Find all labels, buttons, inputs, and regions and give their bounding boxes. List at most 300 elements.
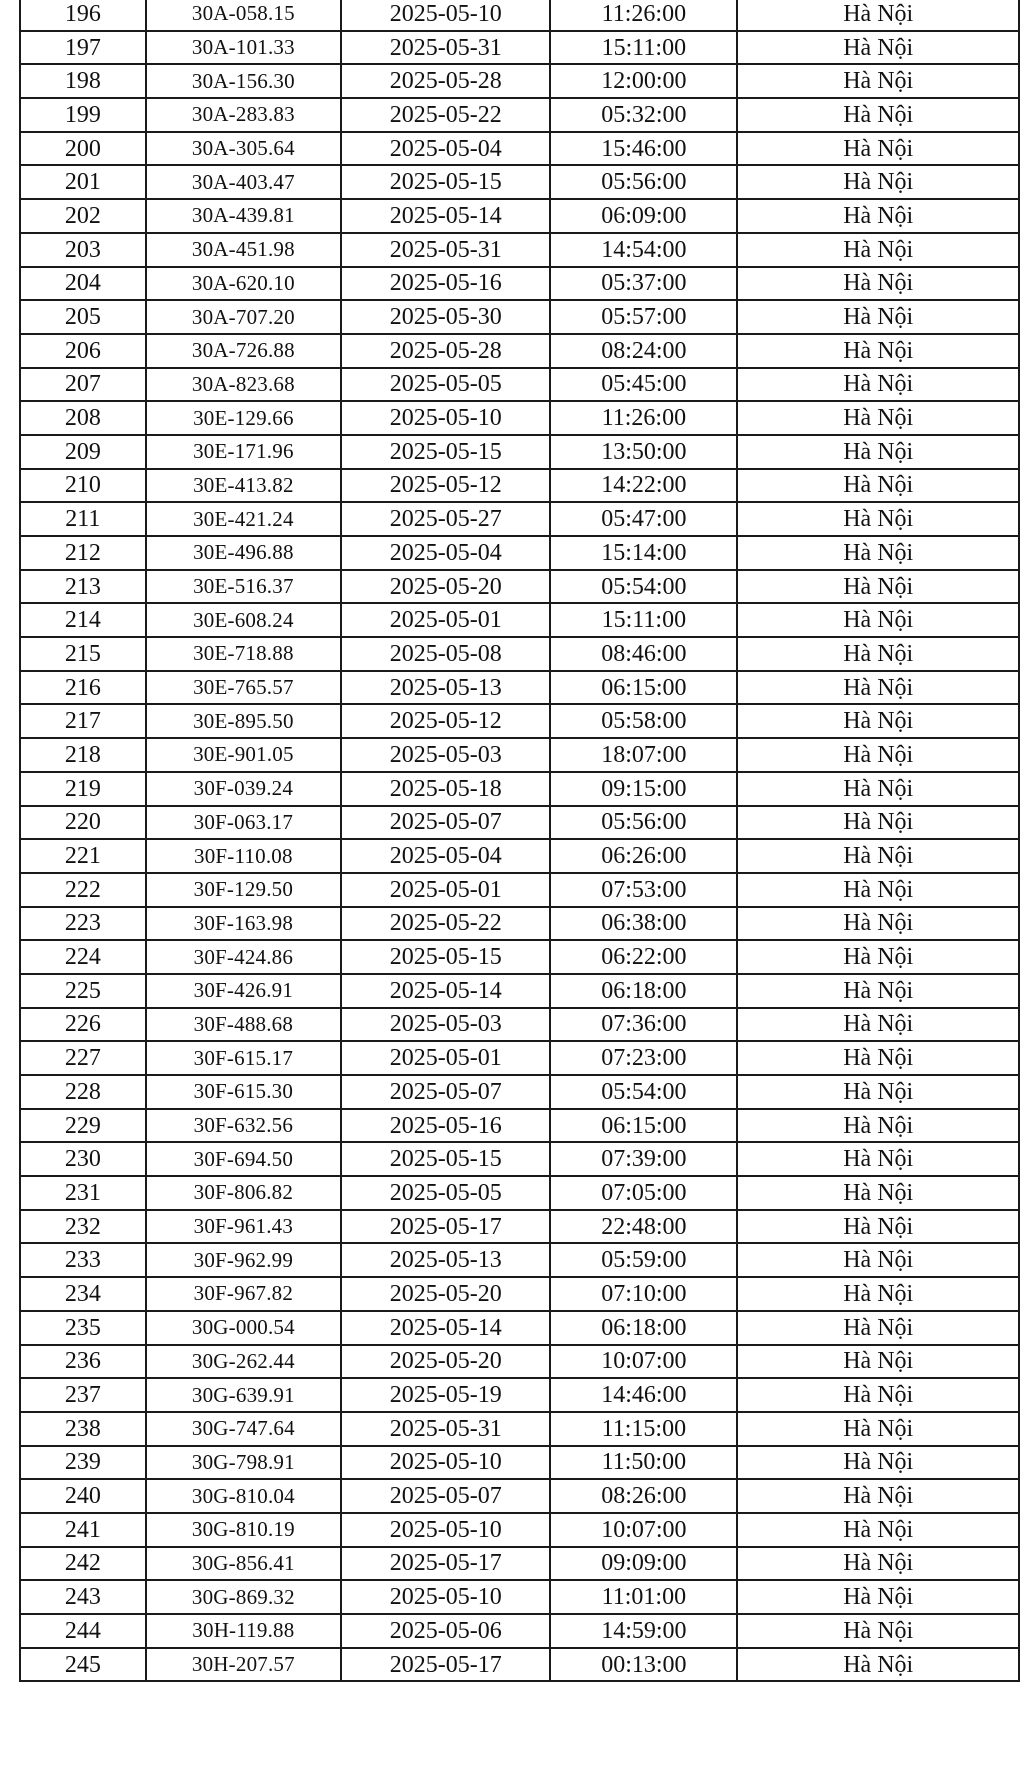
time-cell: 05:32:00 [550,98,737,132]
license-plate-cell: 30A-283.83 [146,98,341,132]
unit-cell: Hà Nội [737,806,1019,840]
time-cell: 15:14:00 [550,536,737,570]
date-cell: 2025-05-28 [341,334,550,368]
license-plate-cell: 30A-620.10 [146,267,341,301]
time-cell: 11:50:00 [550,1446,737,1480]
time-cell: 11:26:00 [550,401,737,435]
time-cell: 06:15:00 [550,1109,737,1143]
date-cell: 2025-05-01 [341,1041,550,1075]
unit-cell: Hà Nội [737,536,1019,570]
unit-cell: Hà Nội [737,1614,1019,1648]
time-cell: 15:46:00 [550,132,737,166]
row-number-cell: 244 [20,1614,146,1648]
row-number-cell: 197 [20,31,146,65]
date-cell: 2025-05-07 [341,1075,550,1109]
unit-cell: Hà Nội [737,603,1019,637]
row-number-cell: 200 [20,132,146,166]
table-row [20,570,1019,604]
time-cell: 06:15:00 [550,671,737,705]
date-cell: 2025-05-17 [341,1210,550,1244]
unit-cell: Hà Nội [737,1648,1019,1682]
time-cell: 05:58:00 [550,704,737,738]
license-plate-cell: 30G-810.19 [146,1513,341,1547]
row-number-cell: 228 [20,1075,146,1109]
table-row [20,1075,1019,1109]
time-cell: 12:00:00 [550,64,737,98]
license-plate-cell: 30F-424.86 [146,940,341,974]
license-plate-cell: 30A-726.88 [146,334,341,368]
table-row [20,31,1019,65]
license-plate-cell: 30E-516.37 [146,570,341,604]
time-cell: 10:07:00 [550,1513,737,1547]
time-cell: 05:45:00 [550,368,737,402]
table-row [20,637,1019,671]
time-cell: 05:56:00 [550,165,737,199]
license-plate-cell: 30F-163.98 [146,907,341,941]
date-cell: 2025-05-04 [341,839,550,873]
unit-cell: Hà Nội [737,502,1019,536]
time-cell: 00:13:00 [550,1648,737,1682]
unit-cell: Hà Nội [737,1243,1019,1277]
row-number-cell: 208 [20,401,146,435]
table-body [20,0,1019,1681]
unit-cell: Hà Nội [737,1412,1019,1446]
time-cell: 14:54:00 [550,233,737,267]
row-number-cell: 210 [20,469,146,503]
unit-cell: Hà Nội [737,334,1019,368]
license-plate-cell: 30F-039.24 [146,772,341,806]
table-row [20,1008,1019,1042]
unit-cell: Hà Nội [737,31,1019,65]
date-cell: 2025-05-15 [341,165,550,199]
table-row [20,1513,1019,1547]
row-number-cell: 229 [20,1109,146,1143]
time-cell: 06:18:00 [550,1311,737,1345]
license-plate-cell: 30G-798.91 [146,1446,341,1480]
table-row [20,401,1019,435]
row-number-cell: 219 [20,772,146,806]
time-cell: 06:09:00 [550,199,737,233]
time-cell: 08:46:00 [550,637,737,671]
date-cell: 2025-05-16 [341,1109,550,1143]
time-cell: 05:59:00 [550,1243,737,1277]
date-cell: 2025-05-22 [341,907,550,941]
time-cell: 06:22:00 [550,940,737,974]
row-number-cell: 217 [20,704,146,738]
row-number-cell: 215 [20,637,146,671]
row-number-cell: 218 [20,738,146,772]
license-plate-cell: 30G-869.32 [146,1580,341,1614]
table-row [20,536,1019,570]
license-plate-cell: 30F-110.08 [146,839,341,873]
row-number-cell: 202 [20,199,146,233]
unit-cell: Hà Nội [737,1008,1019,1042]
license-plate-cell: 30A-823.68 [146,368,341,402]
table-row [20,199,1019,233]
license-plate-cell: 30A-156.30 [146,64,341,98]
row-number-cell: 203 [20,233,146,267]
table-row [20,839,1019,873]
row-number-cell: 205 [20,300,146,334]
unit-cell: Hà Nội [737,1479,1019,1513]
table-row [20,1446,1019,1480]
unit-cell: Hà Nội [737,873,1019,907]
unit-cell: Hà Nội [737,704,1019,738]
date-cell: 2025-05-20 [341,1277,550,1311]
license-plate-cell: 30E-901.05 [146,738,341,772]
time-cell: 06:18:00 [550,974,737,1008]
row-number-cell: 233 [20,1243,146,1277]
row-number-cell: 206 [20,334,146,368]
table-row [20,671,1019,705]
table-row [20,1648,1019,1682]
table-row [20,233,1019,267]
date-cell: 2025-05-15 [341,940,550,974]
table-row [20,1176,1019,1210]
unit-cell: Hà Nội [737,738,1019,772]
date-cell: 2025-05-03 [341,738,550,772]
date-cell: 2025-05-27 [341,502,550,536]
unit-cell: Hà Nội [737,233,1019,267]
license-plate-cell: 30F-806.82 [146,1176,341,1210]
unit-cell: Hà Nội [737,0,1019,31]
row-number-cell: 223 [20,907,146,941]
license-plate-cell: 30G-000.54 [146,1311,341,1345]
row-number-cell: 213 [20,570,146,604]
unit-cell: Hà Nội [737,1075,1019,1109]
table-row [20,165,1019,199]
date-cell: 2025-05-20 [341,570,550,604]
time-cell: 10:07:00 [550,1345,737,1379]
license-plate-cell: 30E-765.57 [146,671,341,705]
license-plate-cell: 30F-426.91 [146,974,341,1008]
license-plate-cell: 30A-101.33 [146,31,341,65]
date-cell: 2025-05-31 [341,233,550,267]
table-row [20,435,1019,469]
unit-cell: Hà Nội [737,772,1019,806]
time-cell: 07:39:00 [550,1142,737,1176]
table-row [20,469,1019,503]
row-number-cell: 199 [20,98,146,132]
date-cell: 2025-05-07 [341,1479,550,1513]
time-cell: 18:07:00 [550,738,737,772]
table-row [20,1378,1019,1412]
date-cell: 2025-05-01 [341,603,550,637]
table-row [20,1243,1019,1277]
license-plate-cell: 30A-305.64 [146,132,341,166]
date-cell: 2025-05-17 [341,1648,550,1682]
time-cell: 06:26:00 [550,839,737,873]
unit-cell: Hà Nội [737,368,1019,402]
license-plate-cell: 30A-451.98 [146,233,341,267]
date-cell: 2025-05-19 [341,1378,550,1412]
time-cell: 15:11:00 [550,603,737,637]
license-plate-cell: 30E-413.82 [146,469,341,503]
date-cell: 2025-05-08 [341,637,550,671]
license-plate-cell: 30F-488.68 [146,1008,341,1042]
unit-cell: Hà Nội [737,469,1019,503]
time-cell: 07:53:00 [550,873,737,907]
date-cell: 2025-05-04 [341,536,550,570]
license-plate-cell: 30E-496.88 [146,536,341,570]
time-cell: 07:23:00 [550,1041,737,1075]
license-plate-cell: 30G-810.04 [146,1479,341,1513]
time-cell: 09:15:00 [550,772,737,806]
date-cell: 2025-05-14 [341,1311,550,1345]
unit-cell: Hà Nội [737,1210,1019,1244]
row-number-cell: 220 [20,806,146,840]
license-plate-cell: 30E-129.66 [146,401,341,435]
row-number-cell: 209 [20,435,146,469]
time-cell: 05:57:00 [550,300,737,334]
row-number-cell: 216 [20,671,146,705]
row-number-cell: 230 [20,1142,146,1176]
table-row [20,334,1019,368]
license-plate-cell: 30G-747.64 [146,1412,341,1446]
row-number-cell: 221 [20,839,146,873]
row-number-cell: 239 [20,1446,146,1480]
unit-cell: Hà Nội [737,940,1019,974]
time-cell: 22:48:00 [550,1210,737,1244]
time-cell: 05:56:00 [550,806,737,840]
row-number-cell: 204 [20,267,146,301]
row-number-cell: 231 [20,1176,146,1210]
time-cell: 05:54:00 [550,1075,737,1109]
license-plate-cell: 30F-615.30 [146,1075,341,1109]
row-number-cell: 235 [20,1311,146,1345]
date-cell: 2025-05-17 [341,1547,550,1581]
table-row [20,1277,1019,1311]
table-row [20,1345,1019,1379]
row-number-cell: 196 [20,0,146,31]
license-plate-cell: 30G-856.41 [146,1547,341,1581]
row-number-cell: 237 [20,1378,146,1412]
time-cell: 15:11:00 [550,31,737,65]
time-cell: 07:10:00 [550,1277,737,1311]
row-number-cell: 211 [20,502,146,536]
date-cell: 2025-05-05 [341,368,550,402]
table-row [20,940,1019,974]
time-cell: 05:54:00 [550,570,737,604]
license-plate-cell: 30H-207.57 [146,1648,341,1682]
row-number-cell: 240 [20,1479,146,1513]
row-number-cell: 243 [20,1580,146,1614]
row-number-cell: 198 [20,64,146,98]
date-cell: 2025-05-10 [341,1513,550,1547]
date-cell: 2025-05-28 [341,64,550,98]
unit-cell: Hà Nội [737,1547,1019,1581]
table-row [20,502,1019,536]
license-plate-cell: 30A-058.15 [146,0,341,31]
table-row [20,873,1019,907]
date-cell: 2025-05-06 [341,1614,550,1648]
date-cell: 2025-05-10 [341,1580,550,1614]
license-plate-cell: 30E-171.96 [146,435,341,469]
date-cell: 2025-05-14 [341,199,550,233]
license-plate-cell: 30A-439.81 [146,199,341,233]
time-cell: 11:26:00 [550,0,737,31]
date-cell: 2025-05-31 [341,31,550,65]
unit-cell: Hà Nội [737,637,1019,671]
date-cell: 2025-05-07 [341,806,550,840]
unit-cell: Hà Nội [737,1109,1019,1143]
license-plate-cell: 30F-632.56 [146,1109,341,1143]
date-cell: 2025-05-03 [341,1008,550,1042]
unit-cell: Hà Nội [737,974,1019,1008]
time-cell: 14:46:00 [550,1378,737,1412]
unit-cell: Hà Nội [737,1041,1019,1075]
date-cell: 2025-05-15 [341,435,550,469]
row-number-cell: 245 [20,1648,146,1682]
license-plate-cell: 30A-403.47 [146,165,341,199]
date-cell: 2025-05-30 [341,300,550,334]
table-row [20,1479,1019,1513]
table-row [20,368,1019,402]
table-row [20,704,1019,738]
license-plate-cell: 30E-421.24 [146,502,341,536]
unit-cell: Hà Nội [737,64,1019,98]
violation-records-table [19,0,1020,1682]
unit-cell: Hà Nội [737,570,1019,604]
unit-cell: Hà Nội [737,300,1019,334]
date-cell: 2025-05-12 [341,469,550,503]
unit-cell: Hà Nội [737,839,1019,873]
date-cell: 2025-05-05 [341,1176,550,1210]
date-cell: 2025-05-10 [341,401,550,435]
license-plate-cell: 30F-962.99 [146,1243,341,1277]
unit-cell: Hà Nội [737,671,1019,705]
row-number-cell: 224 [20,940,146,974]
license-plate-cell: 30H-119.88 [146,1614,341,1648]
table-row [20,0,1019,31]
row-number-cell: 234 [20,1277,146,1311]
license-plate-cell: 30F-961.43 [146,1210,341,1244]
time-cell: 09:09:00 [550,1547,737,1581]
date-cell: 2025-05-22 [341,98,550,132]
table-row [20,974,1019,1008]
unit-cell: Hà Nội [737,132,1019,166]
date-cell: 2025-05-18 [341,772,550,806]
date-cell: 2025-05-01 [341,873,550,907]
unit-cell: Hà Nội [737,435,1019,469]
time-cell: 08:24:00 [550,334,737,368]
row-number-cell: 227 [20,1041,146,1075]
row-number-cell: 222 [20,873,146,907]
table-row [20,806,1019,840]
table-row [20,603,1019,637]
license-plate-cell: 30F-615.17 [146,1041,341,1075]
time-cell: 05:47:00 [550,502,737,536]
unit-cell: Hà Nội [737,907,1019,941]
date-cell: 2025-05-12 [341,704,550,738]
table-row [20,300,1019,334]
row-number-cell: 201 [20,165,146,199]
date-cell: 2025-05-10 [341,1446,550,1480]
row-number-cell: 214 [20,603,146,637]
date-cell: 2025-05-31 [341,1412,550,1446]
unit-cell: Hà Nội [737,267,1019,301]
time-cell: 06:38:00 [550,907,737,941]
row-number-cell: 242 [20,1547,146,1581]
row-number-cell: 212 [20,536,146,570]
unit-cell: Hà Nội [737,199,1019,233]
row-number-cell: 241 [20,1513,146,1547]
time-cell: 11:15:00 [550,1412,737,1446]
unit-cell: Hà Nội [737,1580,1019,1614]
table-row [20,132,1019,166]
unit-cell: Hà Nội [737,165,1019,199]
license-plate-cell: 30G-639.91 [146,1378,341,1412]
table-row [20,1547,1019,1581]
row-number-cell: 232 [20,1210,146,1244]
unit-cell: Hà Nội [737,1277,1019,1311]
table-row [20,1580,1019,1614]
license-plate-cell: 30E-895.50 [146,704,341,738]
unit-cell: Hà Nội [737,1142,1019,1176]
row-number-cell: 207 [20,368,146,402]
unit-cell: Hà Nội [737,1311,1019,1345]
license-plate-cell: 30E-718.88 [146,637,341,671]
unit-cell: Hà Nội [737,1378,1019,1412]
unit-cell: Hà Nội [737,401,1019,435]
table-row [20,1142,1019,1176]
table-row [20,907,1019,941]
table-row [20,64,1019,98]
license-plate-cell: 30A-707.20 [146,300,341,334]
time-cell: 13:50:00 [550,435,737,469]
date-cell: 2025-05-20 [341,1345,550,1379]
time-cell: 14:22:00 [550,469,737,503]
table-row [20,1614,1019,1648]
table-row [20,1041,1019,1075]
license-plate-cell: 30F-694.50 [146,1142,341,1176]
unit-cell: Hà Nội [737,1446,1019,1480]
table-row [20,1311,1019,1345]
license-plate-cell: 30E-608.24 [146,603,341,637]
table-row [20,772,1019,806]
date-cell: 2025-05-13 [341,671,550,705]
row-number-cell: 226 [20,1008,146,1042]
row-number-cell: 238 [20,1412,146,1446]
license-plate-cell: 30F-129.50 [146,873,341,907]
table-row [20,1210,1019,1244]
time-cell: 14:59:00 [550,1614,737,1648]
time-cell: 08:26:00 [550,1479,737,1513]
date-cell: 2025-05-15 [341,1142,550,1176]
table-row [20,98,1019,132]
table-row [20,1412,1019,1446]
row-number-cell: 225 [20,974,146,1008]
unit-cell: Hà Nội [737,1513,1019,1547]
time-cell: 07:05:00 [550,1176,737,1210]
time-cell: 07:36:00 [550,1008,737,1042]
date-cell: 2025-05-14 [341,974,550,1008]
table-row [20,267,1019,301]
license-plate-cell: 30G-262.44 [146,1345,341,1379]
time-cell: 11:01:00 [550,1580,737,1614]
time-cell: 05:37:00 [550,267,737,301]
date-cell: 2025-05-13 [341,1243,550,1277]
unit-cell: Hà Nội [737,1176,1019,1210]
unit-cell: Hà Nội [737,1345,1019,1379]
table-row [20,1109,1019,1143]
date-cell: 2025-05-04 [341,132,550,166]
license-plate-cell: 30F-967.82 [146,1277,341,1311]
license-plate-cell: 30F-063.17 [146,806,341,840]
date-cell: 2025-05-10 [341,0,550,31]
table-row [20,738,1019,772]
unit-cell: Hà Nội [737,98,1019,132]
